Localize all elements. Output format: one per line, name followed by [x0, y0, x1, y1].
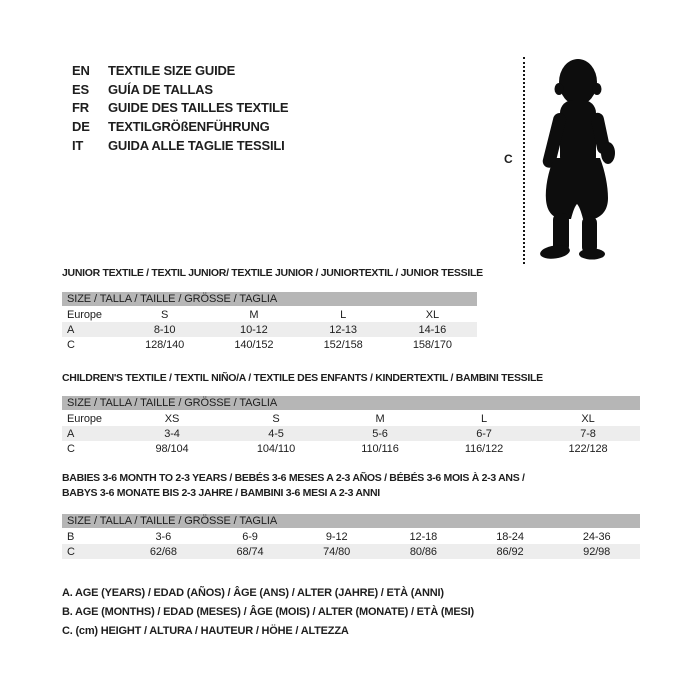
language-label: GUIDA ALLE TAGLIE TESSILI — [108, 137, 285, 153]
size-cell: XL — [581, 412, 595, 425]
table-row-height — [62, 544, 640, 559]
section-heading-babies — [62, 471, 525, 501]
size-cell: S — [272, 412, 280, 425]
language-label: TEXTILGRÖßENFÜHRUNG — [108, 118, 270, 134]
table-row-europe — [62, 411, 640, 426]
height-cell: 80/86 — [409, 545, 437, 558]
size-cell: M — [375, 412, 385, 425]
age-cell: 8-10 — [153, 323, 176, 336]
language-row-es — [72, 80, 288, 99]
height-cell: 98/104 — [155, 442, 189, 455]
age-cell: 12-18 — [409, 530, 438, 543]
size-table-junior — [62, 292, 477, 352]
language-label: GUIDE DES TAILLES TEXTILE — [108, 100, 289, 116]
age-cell: 9-12 — [325, 530, 348, 543]
size-cell: XL — [425, 308, 439, 321]
height-measure-dotted-line — [523, 57, 525, 264]
footnote-b: B. AGE (MONTHS) / EDAD (MESES) / ÂGE (MOIS) / ALTER (MONATE) / ETÀ (MESI) — [62, 606, 474, 618]
language-code: FR — [72, 100, 89, 116]
size-cell: S — [161, 308, 169, 321]
baby-silhouette-icon — [532, 58, 622, 260]
heading-line: BABYS 3-6 MONATE BIS 2-3 JAHRE / BAMBINI 3-6 MESI A 2-3 ANNI — [62, 487, 380, 499]
language-label: GUÍA DE TALLAS — [108, 81, 213, 97]
footnote-a: A. AGE (YEARS) / EDAD (AÑOS) / ÂGE (ANS) / ALTER (JAHRE) / ETÀ (ANNI) — [62, 587, 444, 599]
height-cell: 104/110 — [256, 442, 296, 455]
row-label: A — [67, 427, 75, 440]
section-heading-children — [62, 371, 543, 386]
table-header-bar: SIZE / TALLA / TAILLE / GRÖSSE / TAGLIA — [62, 292, 477, 306]
table-header-bar: SIZE / TALLA / TAILLE / GRÖSSE / TAGLIA — [62, 396, 640, 410]
row-label: Europe — [67, 412, 102, 425]
age-cell: 12-13 — [329, 323, 357, 336]
height-cell: 128/140 — [145, 338, 185, 351]
height-cell: 122/128 — [568, 442, 608, 455]
size-table-children — [62, 396, 640, 456]
size-cell: L — [340, 308, 347, 321]
language-code: ES — [72, 81, 89, 97]
age-cell: 7-8 — [580, 427, 596, 440]
age-cell: 24-36 — [582, 530, 611, 543]
size-cell: L — [480, 412, 488, 425]
heading-line: BABIES 3-6 MONTH TO 2-3 YEARS / BEBÉS 3-6 MESES A 2-3 AÑOS / BÉBÉS 3-6 MOIS À 2-3 ANS / — [62, 472, 525, 484]
height-cell: 74/80 — [323, 545, 351, 558]
language-row-en — [72, 61, 288, 80]
size-table-babies — [62, 514, 640, 559]
language-code: IT — [72, 137, 84, 153]
table-row-age-months — [62, 529, 640, 544]
age-cell: 3-6 — [155, 530, 172, 543]
table-row-age — [62, 322, 477, 337]
row-label: C — [67, 338, 75, 351]
age-cell: 18-24 — [496, 530, 524, 543]
age-cell: 10-12 — [240, 323, 268, 336]
row-label: Europe — [67, 308, 102, 321]
row-label: C — [67, 442, 75, 455]
height-cell: 140/152 — [234, 338, 274, 351]
row-label: A — [67, 323, 75, 336]
height-cell: 92/98 — [583, 545, 611, 558]
height-cell: 152/158 — [323, 338, 363, 351]
table-row-age — [62, 426, 640, 441]
language-code: EN — [72, 62, 90, 78]
table-row-height — [62, 441, 640, 456]
height-measure-label-c: C — [504, 152, 513, 166]
heading-line: CHILDREN'S TEXTILE / TEXTIL NIÑO/A / TEXTILE DES ENFANTS / KINDERTEXTIL / BAMBINI TESSILE — [62, 372, 543, 384]
section-heading-junior — [62, 266, 483, 281]
language-row-de — [72, 117, 288, 136]
language-list — [72, 61, 288, 154]
height-cell: 110/116 — [361, 442, 399, 455]
height-cell: 116/122 — [464, 442, 504, 455]
height-cell: 86/92 — [496, 545, 524, 558]
age-cell: 4-5 — [268, 427, 284, 440]
language-row-fr — [72, 98, 288, 117]
table-row-height — [62, 337, 477, 352]
language-label: TEXTILE SIZE GUIDE — [108, 62, 236, 78]
row-label: B — [67, 530, 75, 543]
age-cell: 14-16 — [418, 323, 447, 336]
heading-line: JUNIOR TEXTILE / TEXTIL JUNIOR/ TEXTILE JUNIOR / JUNIORTEXTIL / JUNIOR TESSILE — [62, 267, 483, 279]
size-cell: XS — [164, 412, 180, 425]
row-label: C — [67, 545, 75, 558]
table-header-bar: SIZE / TALLA / TAILLE / GRÖSSE / TAGLIA — [62, 514, 640, 528]
height-cell: 158/170 — [412, 338, 452, 351]
table-row-europe — [62, 307, 477, 322]
age-cell: 6-9 — [242, 530, 258, 543]
age-cell: 6-7 — [476, 427, 492, 440]
language-code: DE — [72, 118, 90, 134]
age-cell: 3-4 — [164, 427, 180, 440]
age-cell: 5-6 — [372, 427, 388, 440]
height-measure-figure — [500, 52, 635, 267]
height-cell: 62/68 — [149, 545, 177, 558]
footnote-legend — [62, 584, 474, 641]
footnote-c: C. (cm) HEIGHT / ALTURA / HAUTEUR / HÖHE / ALTEZZA — [62, 625, 349, 637]
height-cell: 68/74 — [236, 545, 264, 558]
size-cell: M — [249, 308, 259, 321]
language-row-it — [72, 136, 288, 155]
